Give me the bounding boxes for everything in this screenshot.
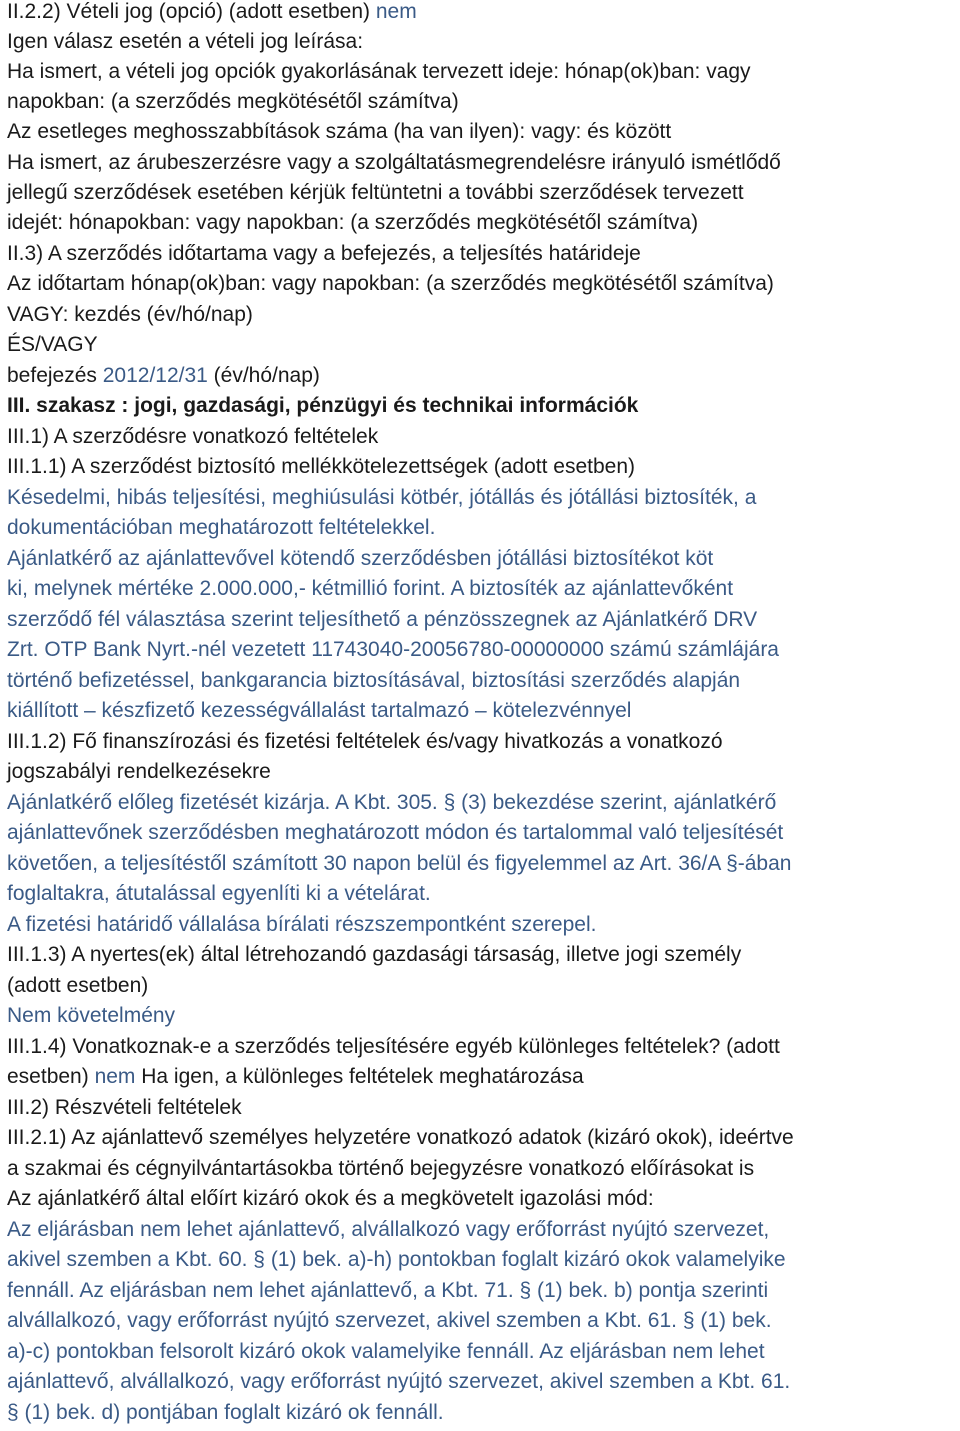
answer-line: Az eljárásban nem lehet ajánlattevő, alvállalkozó vagy erőforrást nyújtó szervezet, (7, 1218, 770, 1241)
heading-III-2: III.2) Részvételi feltételek (7, 1096, 242, 1119)
text-line: Igen válasz esetén a vételi jog leírása: (7, 30, 364, 53)
answer-line: kiállított – készfizető kezességvállalást tartalmazó – kötelezvénnyel (7, 699, 632, 722)
text-line: Ha ismert, a vételi jog opciók gyakorlásának tervezett ideje: hónap(ok)ban: vagy (7, 60, 751, 83)
text-line: napokban: (a szerződés megkötésétől számítva) (7, 90, 459, 113)
heading-III-1-1: III.1.1) A szerződést biztosító mellékkötelezettségek (adott esetben) (7, 455, 636, 478)
answer-line: a)-c) pontokban felsorolt kizáró okok valamelyike fennáll. Az eljárásban nem lehet (7, 1340, 765, 1363)
heading-III-1-2: III.1.2) Fő finanszírozási és fizetési feltételek és/vagy hivatkozás a vonatkozó (7, 730, 723, 753)
end-date-line: befejezés 2012/12/31 (év/hó/nap) (7, 364, 320, 387)
text-line: idejét: hónapokban: vagy napokban: (a szerződés megkötésétől számítva) (7, 211, 699, 234)
end-date-value: 2012/12/31 (102, 364, 208, 387)
text-line: ÉS/VAGY (7, 333, 98, 356)
answer-line: ajánlattevőnek szerződésben meghatározott módon és tartalommal való teljesítését (7, 821, 784, 844)
heading-II-3: II.3) A szerződés időtartama vagy a befejezés, a teljesítés határideje (7, 242, 641, 265)
text-line: (adott esetben) (7, 974, 149, 997)
text-line: Az ajánlatkérő által előírt kizáró okok és a megkövetelt igazolási mód: (7, 1187, 654, 1210)
heading-II-2-2: II.2.2) Vételi jog (opció) (adott esetben) nem (7, 0, 417, 23)
answer-line: A fizetési határidő vállalása bírálati részszempontként szerepel. (7, 913, 597, 936)
answer-line: fennáll. Az eljárásban nem lehet ajánlattevő, a Kbt. 71. § (1) bek. b) pontja szerinti (7, 1279, 769, 1302)
text-line: esetben) nem Ha igen, a különleges feltételek meghatározása (7, 1065, 584, 1088)
answer-line: követően, a teljesítéstől számított 30 napon belül és figyelemmel az Art. 36/A §-ában (7, 852, 792, 875)
text-line: jogszabályi rendelkezésekre (7, 760, 271, 783)
heading-III-1-4: III.1.4) Vonatkoznak-e a szerződés teljesítésére egyéb különleges feltételek? (adott (7, 1035, 780, 1058)
answer-line: foglaltakra, átutalással egyenlíti ki a vételárat. (7, 882, 431, 905)
text-line: jellegű szerződések esetében kérjük feltüntetni a további szerződések tervezett (7, 181, 744, 204)
heading-III-1: III.1) A szerződésre vonatkozó feltételek (7, 425, 379, 448)
text-line: Az esetleges meghosszabbítások száma (ha van ilyen): vagy: és között (7, 120, 672, 143)
answer-line: akivel szemben a Kbt. 60. § (1) bek. a)-h) pontokban foglalt kizáró okok valamelyike (7, 1248, 786, 1271)
answer-line: Nem követelmény (7, 1004, 176, 1027)
answer-line: dokumentációban meghatározott feltételekkel. (7, 516, 436, 539)
text-line: Ha ismert, az árubeszerzésre vagy a szolgáltatásmegrendelésre irányuló ismétlődő (7, 151, 781, 174)
answer-line: Késedelmi, hibás teljesítési, meghiúsulási kötbér, jótállás és jótállási biztosíték, a (7, 486, 757, 509)
answer-line: ki, melynek mértéke 2.000.000,- kétmillió forint. A biztosíték az ajánlattevőként (7, 577, 734, 600)
answer-line: szerződő fél választása szerint teljesíthető a pénzösszegnek az Ajánlatkérő DRV (7, 608, 758, 631)
text-line: Az időtartam hónap(ok)ban: vagy napokban: (a szerződés megkötésétől számítva) (7, 272, 774, 295)
answer-line: alvállalkozó, vagy erőforrást nyújtó szervezet, akivel szemben a Kbt. 61. § (1) bek. (7, 1309, 772, 1332)
text-line: a szakmai és cégnyilvántartásokba történő bejegyzésre vonatkozó előírásokat is (7, 1157, 755, 1180)
answer-line: § (1) bek. d) pontjában foglalt kizáró ok fennáll. (7, 1401, 444, 1424)
heading-III-1-3: III.1.3) A nyertes(ek) által létrehozandó gazdasági társaság, illetve jogi személy (7, 943, 742, 966)
answer-line: Ajánlatkérő előleg fizetését kizárja. A Kbt. 305. § (3) bekezdése szerint, ajánlatkérő (7, 791, 777, 814)
answer-line: Zrt. OTP Bank Nyrt.-nél vezetett 11743040-20056780-00000000 számú számlájára (7, 638, 779, 661)
answer-line: történő befizetéssel, bankgarancia biztosításával, biztosítási szerződés alapján (7, 669, 741, 692)
answer-line: ajánlattevő, alvállalkozó, vagy erőforrást nyújtó szervezet, akivel szemben a Kbt. 61. (7, 1370, 791, 1393)
text-line: VAGY: kezdés (év/hó/nap) (7, 303, 253, 326)
answer-line: Ajánlatkérő az ajánlattevővel kötendő szerződésben jótállási biztosítékot köt (7, 547, 714, 570)
section-III-title: III. szakasz : jogi, gazdasági, pénzügyi és technikai információk (7, 394, 639, 417)
heading-III-2-1: III.2.1) Az ajánlattevő személyes helyzetére vonatkozó adatok (kizáró okok), ideértve (7, 1126, 794, 1149)
